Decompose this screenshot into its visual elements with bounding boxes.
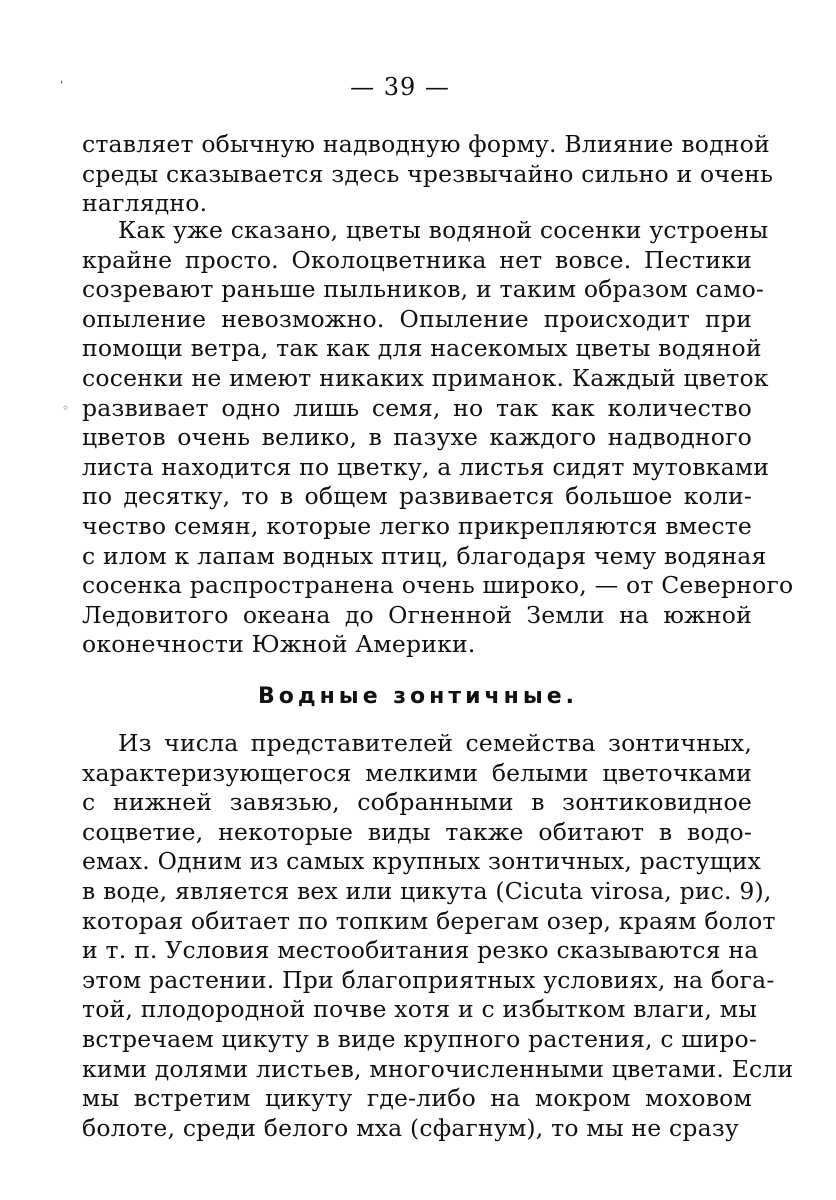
text-line: той, плодородной почве хотя и с избытком влаги, мы bbox=[82, 995, 758, 1024]
text-line: кими долями листьев, многочисленными цветами. Если bbox=[82, 1054, 794, 1083]
text-line: крайне просто. Околоцветника нет вовсе. Пестики bbox=[82, 245, 752, 274]
text-line: которая обитает по топким берегам озер, краям болот bbox=[82, 906, 776, 935]
text-line: цветов очень велико, в пазухе каждого надводного bbox=[82, 423, 752, 452]
text-line: в воде, является вех или цикута (Cicuta virosa, рис. 9), bbox=[82, 876, 772, 905]
text-line: с нижней завязью, собранными в зонтиковидное bbox=[82, 788, 752, 817]
section-heading: Водные зонтичные. bbox=[257, 684, 579, 709]
text-line: Как уже сказано, цветы водяной сосенки устроены bbox=[118, 216, 769, 244]
text-line: оконечности Южной Америки. bbox=[82, 630, 476, 659]
text-line: характеризующегося мелкими белыми цветочками bbox=[82, 758, 752, 787]
page-number: — 39 — bbox=[350, 73, 450, 101]
text-line: Ледовитого океана до Огненной Земли на южной bbox=[82, 600, 752, 629]
text-line: наглядно. bbox=[82, 189, 208, 218]
text-line: болоте, среди белого мха (сфагнум), то мы не сразу bbox=[82, 1113, 739, 1142]
text-line: этом растении. При благоприятных условиях, на бога- bbox=[82, 965, 775, 994]
text-line: емах. Одним из самых крупных зонтичных, растущих bbox=[82, 847, 762, 876]
text-line: созревают раньше пыльников, и таким образом само- bbox=[82, 275, 765, 304]
text-line: с илом к лапам водных птиц, благодаря чему водяная bbox=[82, 541, 767, 570]
text-line: мы встретим цикуту где-либо на мокром моховом bbox=[82, 1084, 752, 1113]
text-line: сосенка распространена очень широко, — от Северного bbox=[82, 571, 794, 600]
text-line: ставляет обычную надводную форму. Влияние водной bbox=[82, 130, 770, 158]
text-line: по десятку, то в общем развивается большое коли- bbox=[82, 482, 752, 511]
text-line: и т. п. Условия местообитания резко сказываются на bbox=[82, 936, 759, 965]
text-line: сосенки не имеют никаких приманок. Каждый цветок bbox=[82, 363, 769, 392]
paragraph-umbellifers bbox=[82, 729, 794, 1143]
text-line: соцветие, некоторые виды также обитают в водо- bbox=[82, 817, 752, 846]
margin-speck: ◦ bbox=[62, 401, 70, 415]
text-line: среды сказывается здесь чрезвычайно сильно и очень bbox=[82, 159, 774, 188]
text-line: помощи ветра, так как для насекомых цветы водяной bbox=[82, 334, 762, 363]
text-line: чество семян, которые легко прикрепляются вместе bbox=[82, 511, 752, 540]
text-line: развивает одно лишь семя, но так как количество bbox=[82, 393, 752, 422]
text-line: встречаем цикуту в виде крупного растения, с широ- bbox=[82, 1024, 758, 1053]
text-line: Из числа представителей семейства зонтичных, bbox=[118, 729, 752, 757]
paragraph-flowers bbox=[82, 216, 794, 660]
text-line: листа находится по цветку, а листья сидят мутовками bbox=[82, 452, 770, 481]
paragraph-continuation bbox=[82, 130, 774, 219]
text-line: опыление невозможно. Опыление происходит при bbox=[82, 304, 752, 333]
margin-speck: ˌ bbox=[60, 71, 64, 85]
